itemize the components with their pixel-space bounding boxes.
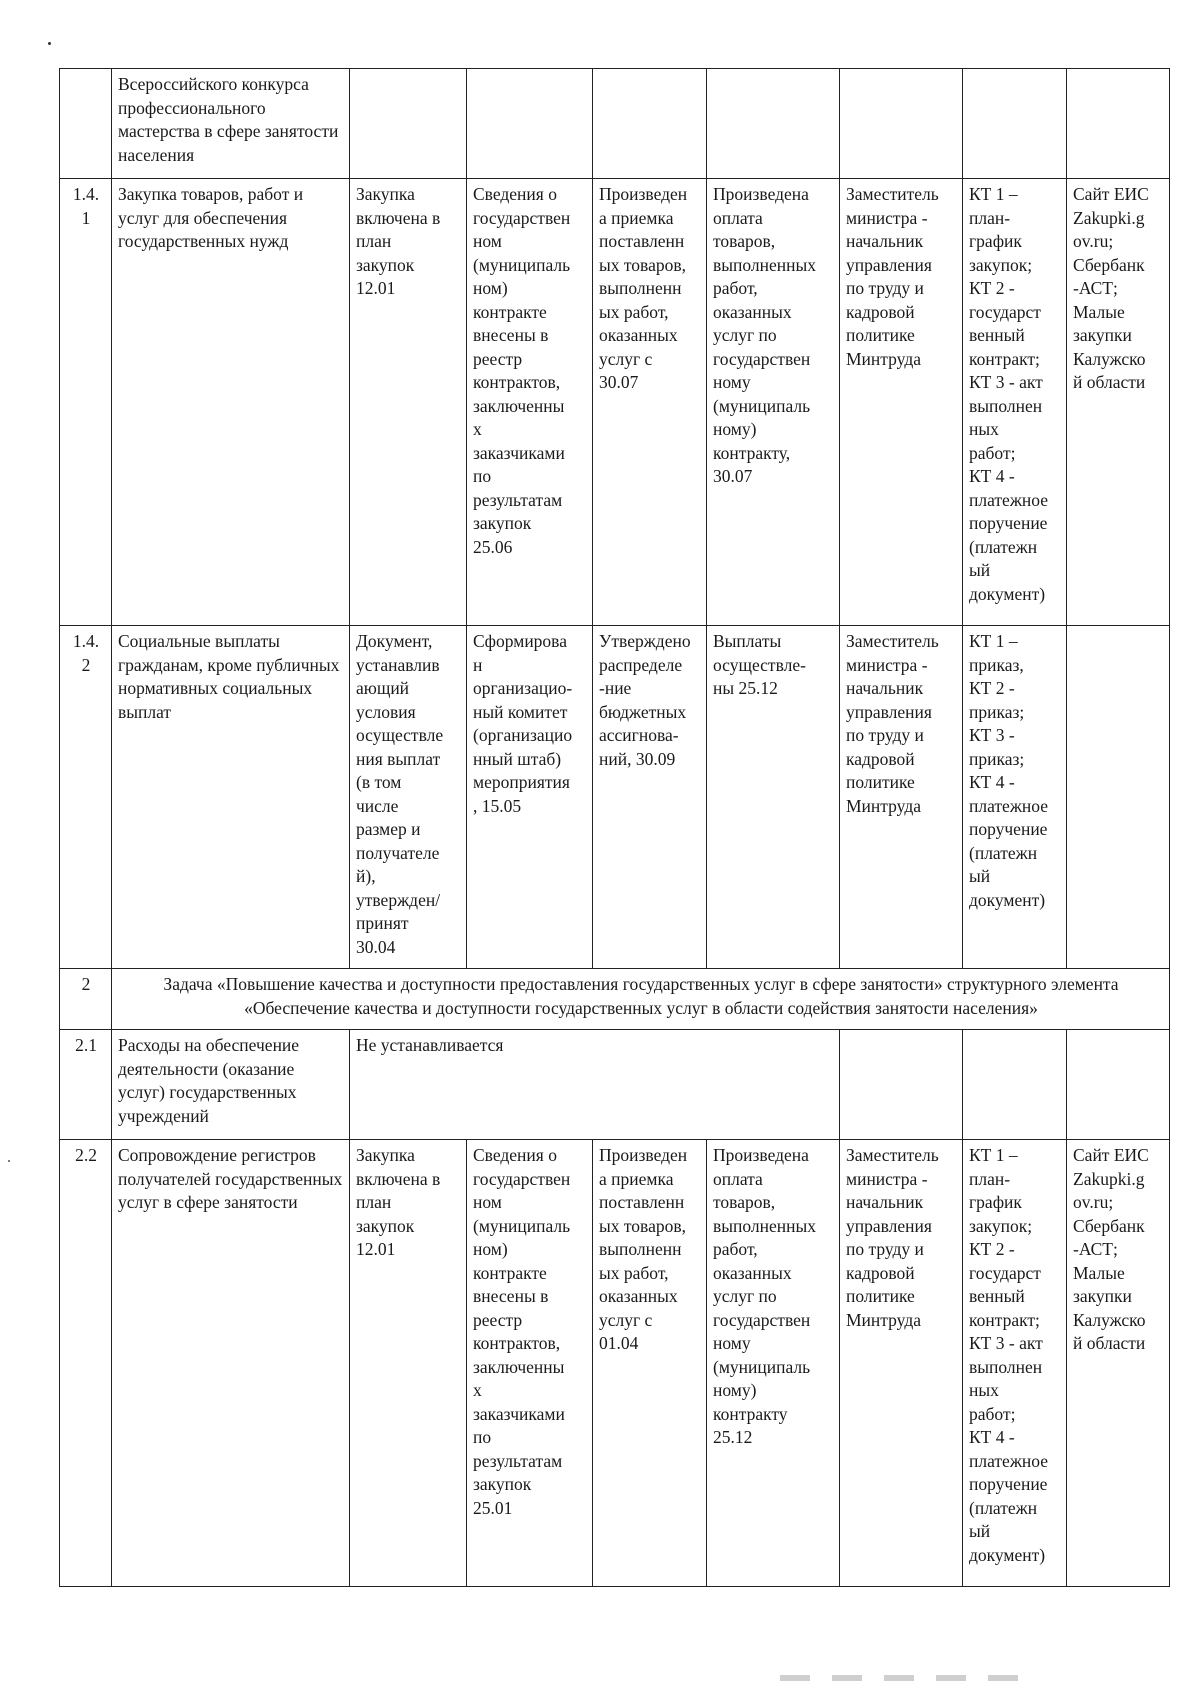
cell-info-system — [1067, 1030, 1170, 1140]
cell-kt2: Сведения о государствен ном (муниципаль ном) контракте внесены в реестр контрактов, заключенны х заказчиками по результатам закупок 25.06 — [467, 179, 593, 626]
row-number: 1.4. 2 — [60, 626, 112, 969]
scan-speck — [48, 42, 51, 45]
event-name: Социальные выплаты гражданам, кроме публичных нормативных социальных выплат — [112, 626, 350, 969]
cell-kt4 — [707, 69, 840, 179]
cell-document-type — [963, 69, 1067, 179]
cell-kt2 — [467, 69, 593, 179]
cell-info-system — [1067, 69, 1170, 179]
event-name: Сопровождение регистров получателей государственных услуг в сфере занятости — [112, 1140, 350, 1587]
table-row — [60, 1140, 1170, 1587]
row-number: 2.1 — [60, 1030, 112, 1140]
cell-info-system: Сайт ЕИС Zakupki.g ov.ru; Сбербанк -АСТ; Малые закупки Калужско й области — [1067, 1140, 1170, 1587]
cell-kt1 — [350, 69, 467, 179]
cell-kt3: Произведен а приемка поставленн ых товаров, выполненн ых работ, оказанных услуг с 01.04 — [593, 1140, 707, 1587]
cell-kt4: Выплаты осуществле- ны 25.12 — [707, 626, 840, 969]
cell-responsible — [840, 69, 963, 179]
cell-responsible: Заместитель министра - начальник управления по труду и кадровой политике Минтруда — [840, 179, 963, 626]
implementation-plan-table — [59, 68, 1170, 1587]
cell-kt3: Утверждено распределе -ние бюджетных ассигнова- ний, 30.09 — [593, 626, 707, 969]
table-row — [60, 626, 1170, 969]
cell-info-system: Сайт ЕИС Zakupki.g ov.ru; Сбербанк -АСТ; Малые закупки Калужско й области — [1067, 179, 1170, 626]
cell-document-type: КТ 1 – приказ, КТ 2 - приказ; КТ 3 - приказ; КТ 4 - платежное поручение (платежн ый документ) — [963, 626, 1067, 969]
cell-kt1: Закупка включена в план закупок 12.01 — [350, 1140, 467, 1587]
not-established-note: Не устанавливается — [350, 1030, 840, 1140]
cell-kt3 — [593, 69, 707, 179]
event-name: Расходы на обеспечение деятельности (оказание услуг) государственных учреждений — [112, 1030, 350, 1140]
cell-kt1: Закупка включена в план закупок 12.01 — [350, 179, 467, 626]
cell-document-type: КТ 1 – план- график закупок; КТ 2 - государст венный контракт; КТ 3 - акт выполнен ных работ; КТ 4 - платежное поручение (платежн ый документ) — [963, 179, 1067, 626]
cell-responsible: Заместитель министра - начальник управления по труду и кадровой политике Минтруда — [840, 626, 963, 969]
cell-kt2: Сведения о государствен ном (муниципаль ном) контракте внесены в реестр контрактов, заключенны х заказчиками по результатам закупок 25.01 — [467, 1140, 593, 1587]
cell-kt1: Документ, устанавлив ающий условия осуществле ния выплат (в том числе размер и получателе й), утвержден/ принят 30.04 — [350, 626, 467, 969]
cell-responsible — [840, 1030, 963, 1140]
event-name: Всероссийского конкурса профессионального мастерства в сфере занятости населения — [112, 69, 350, 179]
table-row — [60, 69, 1170, 179]
cell-kt4: Произведена оплата товаров, выполненных работ, оказанных услуг по государствен ному (муниципаль ному) контракту 25.12 — [707, 1140, 840, 1587]
cell-document-type: КТ 1 – план- график закупок; КТ 2 - государст венный контракт; КТ 3 - акт выполнен ных работ; КТ 4 - платежное поручение (платежн ый документ) — [963, 1140, 1067, 1587]
table-row — [60, 179, 1170, 626]
cell-info-system — [1067, 626, 1170, 969]
cell-document-type — [963, 1030, 1067, 1140]
row-number — [60, 69, 112, 179]
scan-speck — [8, 1160, 10, 1162]
scan-artifact — [780, 1668, 1120, 1678]
task-number: 2 — [60, 969, 112, 1030]
cell-kt3: Произведен а приемка поставленн ых товаров, выполненн ых работ, оказанных услуг с 30.07 — [593, 179, 707, 626]
row-number: 2.2 — [60, 1140, 112, 1587]
task-row — [60, 969, 1170, 1030]
event-name: Закупка товаров, работ и услуг для обеспечения государственных нужд — [112, 179, 350, 626]
task-description: Задача «Повышение качества и доступности предоставления государственных услуг в сфере занятости» структурного элемента «Обеспечение качества и доступности государственных услуг в области содействия занятости населения» — [112, 969, 1170, 1030]
table-row — [60, 1030, 1170, 1140]
row-number: 1.4. 1 — [60, 179, 112, 626]
cell-kt2: Сформирова н организацио- ный комитет (организацио нный штаб) мероприятия , 15.05 — [467, 626, 593, 969]
cell-kt4: Произведена оплата товаров, выполненных работ, оказанных услуг по государствен ному (муниципаль ному) контракту, 30.07 — [707, 179, 840, 626]
cell-responsible: Заместитель министра - начальник управления по труду и кадровой политике Минтруда — [840, 1140, 963, 1587]
